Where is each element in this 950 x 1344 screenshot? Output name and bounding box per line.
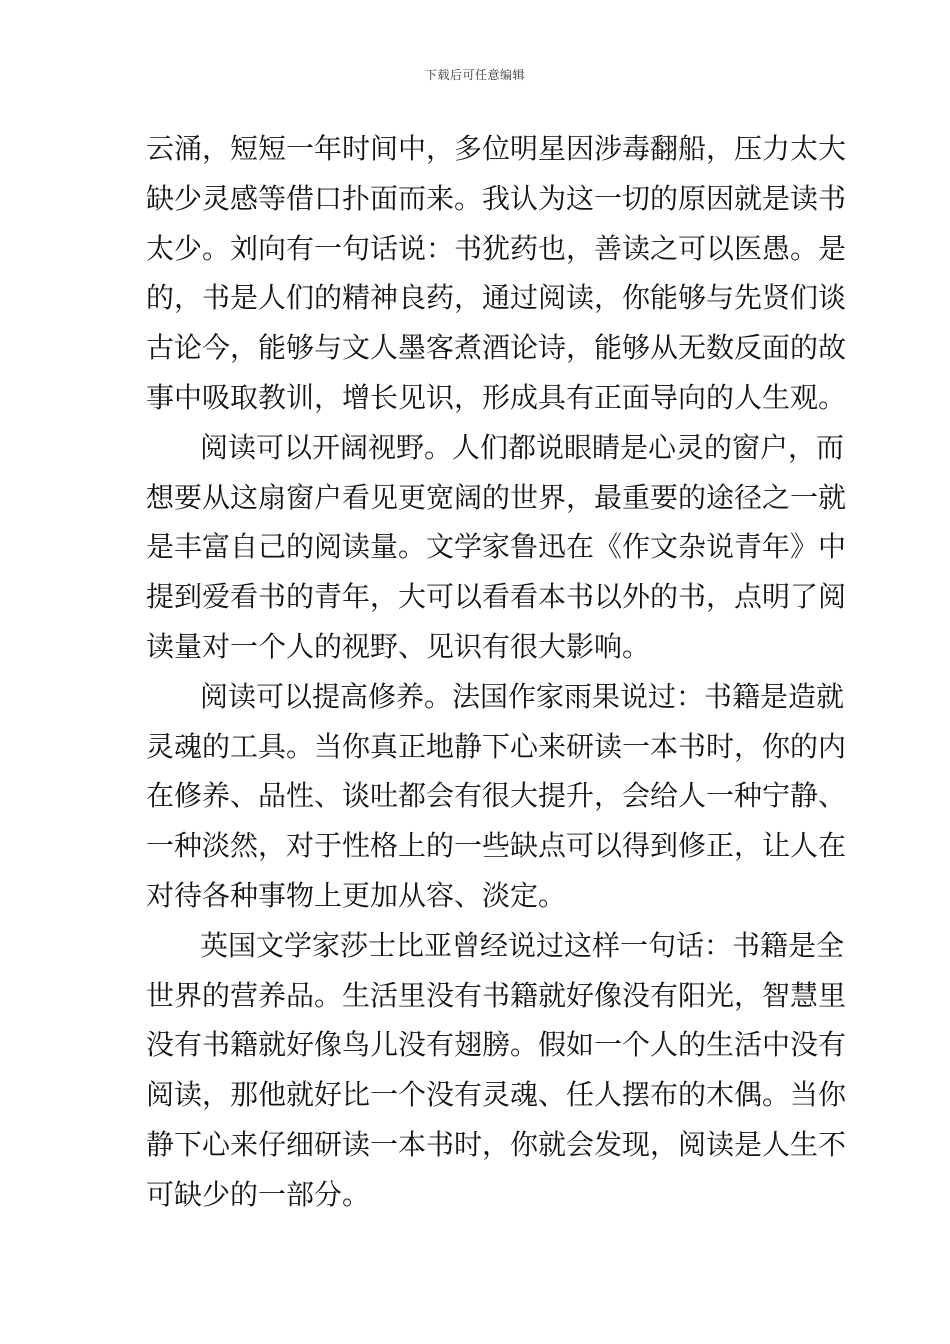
paragraph-first-line: 阅读可以开阔视野。人们都说眼睛是心灵的窗户，而 bbox=[200, 430, 845, 464]
text-line: 是丰富自己的阅读量。文学家鲁迅在《作文杂说青年》中 bbox=[146, 530, 847, 564]
text-line: 一种淡然，对于性格上的一些缺点可以得到修正，让人在 bbox=[146, 829, 847, 863]
text-line: 缺少灵感等借口扑面而来。我认为这一切的原因就是读书 bbox=[146, 181, 847, 215]
text-line: 没有书籍就好像鸟儿没有翅膀。假如一个人的生活中没有 bbox=[146, 1028, 847, 1062]
text-line: 提到爱看书的青年，大可以看看本书以外的书，点明了阅 bbox=[146, 580, 847, 614]
text-line: 灵魂的工具。当你真正地静下心来研读一本书时，你的内 bbox=[146, 729, 847, 763]
text-line: 古论今，能够与文人墨客煮酒论诗，能够从无数反面的故 bbox=[146, 331, 847, 365]
text-line: 静下心来仔细研读一本书时，你就会发现，阅读是人生不 bbox=[146, 1127, 847, 1161]
document-body bbox=[146, 124, 847, 1220]
text-line: 事中吸取教训，增长见识，形成具有正面导向的人生观。 bbox=[146, 380, 847, 414]
text-line: 太少。刘向有一句话说：书犹药也，善读之可以医愚。是 bbox=[146, 231, 847, 265]
paragraph-first-line: 阅读可以提高修养。法国作家雨果说过：书籍是造就 bbox=[200, 679, 845, 713]
text-line: 的，书是人们的精神良药，通过阅读，你能够与先贤们谈 bbox=[146, 281, 847, 315]
text-line: 在修养、品性、谈吐都会有很大提升，会给人一种宁静、 bbox=[146, 779, 847, 813]
text-line: 世界的营养品。生活里没有书籍就好像没有阳光，智慧里 bbox=[146, 978, 847, 1012]
text-line: 云涌，短短一年时间中，多位明星因涉毒翻船，压力太大 bbox=[146, 132, 847, 165]
text-line: 想要从这扇窗户看见更宽阔的世界，最重要的途径之一就 bbox=[146, 480, 847, 514]
text-line: 读量对一个人的视野、见识有很大影响。 bbox=[146, 629, 651, 663]
text-line: 对待各种事物上更加从容、淡定。 bbox=[146, 878, 567, 912]
header-note: 下载后可任意编辑 bbox=[424, 68, 525, 82]
text-line: 阅读，那他就好比一个没有灵魂、任人摆布的木偶。当你 bbox=[146, 1078, 847, 1112]
paragraph-first-line: 英国文学家莎士比亚曾经说过这样一句话：书籍是全 bbox=[200, 928, 845, 962]
text-line: 可缺少的一部分。 bbox=[146, 1177, 371, 1211]
